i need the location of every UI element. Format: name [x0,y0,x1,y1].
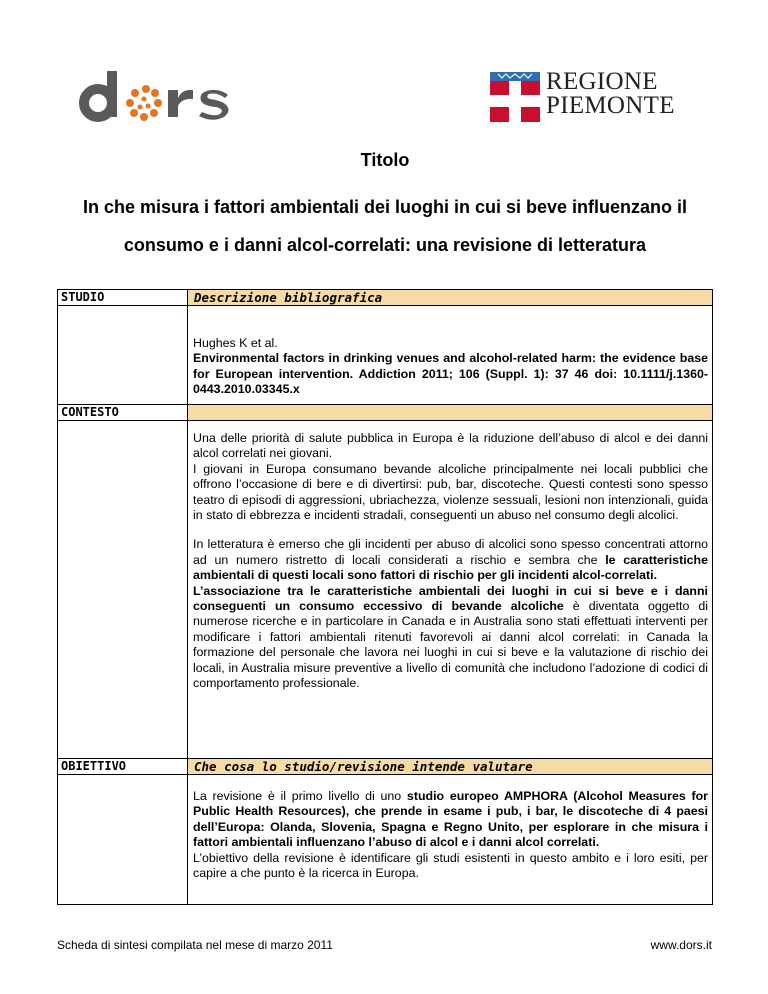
regione-logo-text [546,70,675,118]
contesto-paragraph-4 [193,584,708,692]
contesto-paragraph-2: I giovani in Europa consumano bevande alcoliche principalmente nei locali pubblici che offrono l’occasione di bere e di divertirsi: pub, bar, discoteche. Questi contesti sono spesso teatro di episodi di aggressioni, ubriachezza, violenze sessuali, lesioni non intenzionali, guida in stato di ebbrezza e incidenti stradali, conseguenti un abuso nel consumo degli alcolici. [193,461,708,523]
studio-reference [193,336,708,398]
contesto-header-row [58,404,712,421]
contesto-p3-bold: le caratteristiche ambientali di questi locali sono fattori di rischio per gli incidenti alcol-correlati. [193,552,708,583]
summary-table [57,289,713,905]
obiettivo-paragraph-2: L’obiettivo della revisione è identificare gli studi esistenti in questo ambito e i loro esiti, per capire a che punto è la ricerca in Europa. [193,850,708,881]
obiettivo-p1-bold: studio europeo AMPHORA (Alcohol Measures for Public Health Resources), che prende in esame i pub, i bar, le discoteche di 4 paesi dell’Europa: Olanda, Slovenia, Spagna e Regno Unito, per esplorare in che misura i fattori ambientali influenzano l’abuso di alcol e i danni alcol correlati. [193,789,708,850]
contesto-heading [187,405,712,420]
studio-citation: Environmental factors in drinking venues and alcohol-related harm: the evidence base for European intervention. Addiction 2011; 106 (Suppl. 1): 37 46 doi: 10.1111/j.1360-0443.2010.03345.x [193,351,708,397]
contesto-p3-text: In letteratura è emerso che gli incidenti per abuso di alcolici sono spesso concentrati attorno ad un numero ristretto di locali considerati a rischio e sembra che [193,537,708,567]
footer-website-link[interactable]: www.dors.it [650,938,712,952]
obiettivo-p1-text: La revisione è il primo livello di uno [193,789,407,803]
contesto-paragraph-1: Una delle priorità di salute pubblica in Europa è la riduzione dell’abuso di alcol e dei danni alcol correlati nei giovani. [193,431,708,461]
studio-heading: Descrizione bibliografica [187,290,712,305]
contesto-p4-bold: L’associazione tra le caratteristiche ambientali dei luoghi in cui si beve e i danni conseguenti un consumo eccessivo di bevande alcoliche [193,583,708,614]
regione-piemonte-logo [488,70,693,126]
contesto-paragraph-3 [193,537,708,583]
studio-label: STUDIO [61,290,105,304]
obiettivo-paragraph-1 [193,789,708,851]
dors-logo [78,66,236,124]
contesto-p4-text: è diventata oggetto di numerose ricerche e in particolare in Canada e in Australia sono stati effettuati interventi per modificare i fattori ambientali ritenuti favorevoli ai danni alcol correlati: in Canada la formazione del personale che lavora nei luoghi in cui si beve e la valutazione di rischio dei locali, in Australia misure preventive a livello di comunità che includono l’adozione di codici di comportamento professionale. [193,599,708,691]
regione-line1: REGIONE [546,68,658,95]
obiettivo-heading: Che cosa lo studio/revisione intende valutare [187,759,712,774]
obiettivo-header-row [58,758,712,775]
regione-shield-icon [488,70,542,124]
regione-line2: PIEMONTE [546,92,675,119]
titolo-label: Titolo [360,150,410,170]
page-title: In che misura i fattori ambientali dei luoghi in cui si beve influenzano il consumo e i danni alcol-correlati: una revisione di letteratura [82,197,688,255]
studio-header-row [58,289,712,306]
contesto-label: CONTESTO [61,405,119,419]
contesto-text [193,431,708,692]
obiettivo-text [193,789,708,881]
obiettivo-label: OBIETTIVO [61,759,127,773]
studio-authors: Hughes K et al. [193,336,278,350]
footer-date: Scheda di sintesi compilata nel mese di marzo 2011 [57,938,333,952]
